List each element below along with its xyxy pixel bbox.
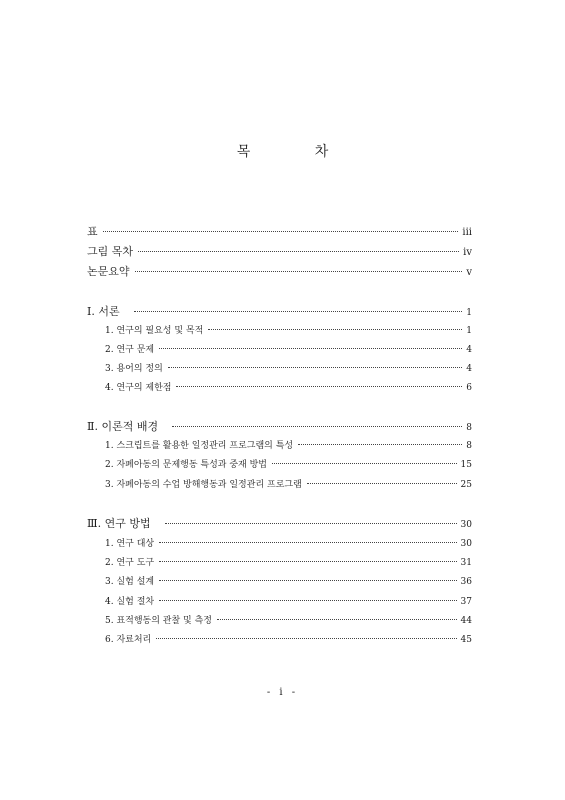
- toc-section-label: 2. 연구 문제: [105, 345, 155, 355]
- toc-leader-dots: [176, 386, 462, 387]
- toc-section-entry: [105, 557, 472, 569]
- toc-section-page: 25: [460, 480, 472, 490]
- toc-chapter-label: Ⅱ. 이론적 배경: [87, 420, 159, 433]
- toc-entry-page: iii: [462, 227, 472, 238]
- toc-section-label: 1. 연구의 필요성 및 목적: [105, 326, 204, 336]
- toc-section-page: 45: [460, 635, 472, 645]
- toc-section-page: 1: [466, 326, 472, 336]
- toc-leader-dots: [208, 329, 462, 330]
- toc-front-entry: [87, 265, 472, 280]
- toc-section-page: 44: [460, 616, 472, 626]
- toc-leader-dots: [103, 231, 459, 232]
- toc-chapter-page: 30: [460, 520, 472, 530]
- page-title: 목 차: [236, 144, 359, 160]
- page-number-footer: - i -: [266, 687, 299, 698]
- toc-section-label: 3. 용어의 정의: [105, 364, 163, 374]
- toc-leader-dots: [159, 542, 456, 543]
- toc-leader-dots: [135, 271, 463, 272]
- toc-leader-dots: [217, 619, 457, 620]
- toc-section-entry: [105, 325, 472, 337]
- toc-leader-dots: [272, 463, 457, 464]
- toc-section-label: 2. 연구 도구: [105, 558, 155, 568]
- toc-section-label: 3. 자폐아동의 수업 방해행동과 일정관리 프로그램: [105, 480, 302, 490]
- toc-section-label: 3. 실험 설계: [105, 577, 155, 587]
- toc-chapter-entry: [87, 305, 472, 320]
- toc-chapter-entry: [87, 420, 472, 435]
- toc-section-entry: [105, 479, 472, 491]
- toc-leader-dots: [159, 580, 456, 581]
- toc-section-entry: [105, 459, 472, 471]
- toc-leader-dots: [159, 561, 456, 562]
- toc-leader-dots: [138, 251, 459, 252]
- toc-section-entry: [105, 615, 472, 627]
- toc-section-page: 37: [460, 597, 472, 607]
- toc-leader-dots: [165, 523, 457, 524]
- toc-section-page: 4: [466, 364, 472, 374]
- toc-front-entry: [87, 245, 472, 260]
- toc-leader-dots: [159, 348, 462, 349]
- toc-section-label: 6. 자료처리: [105, 635, 152, 645]
- toc-chapter-entry: [87, 517, 472, 532]
- toc-section-label: 4. 연구의 제한점: [105, 383, 172, 393]
- toc-section-entry: [105, 634, 472, 646]
- toc-section-label: 1. 스크립트를 활용한 일정관리 프로그램의 특성: [105, 441, 294, 451]
- toc-section-label: 4. 실험 절차: [105, 597, 155, 607]
- toc-section-page: 6: [466, 383, 472, 393]
- toc-entry-label: 그림 목차: [87, 245, 134, 258]
- toc-section-page: 15: [460, 460, 472, 470]
- toc-entry-label: 표: [87, 225, 98, 238]
- toc-section-label: 5. 표적행동의 관찰 및 측정: [105, 616, 212, 626]
- toc-section-entry: [105, 344, 472, 356]
- toc-chapter-page: 8: [466, 423, 472, 433]
- toc-section-entry: [105, 440, 472, 452]
- toc-section-entry: [105, 382, 472, 394]
- toc-section-entry: [105, 363, 472, 375]
- toc-leader-dots: [172, 426, 462, 427]
- toc-leader-dots: [134, 311, 463, 312]
- toc-leader-dots: [298, 444, 462, 445]
- toc-section-page: 4: [466, 345, 472, 355]
- toc-section-label: 1. 연구 대상: [105, 539, 155, 549]
- toc-section-page: 31: [460, 558, 472, 568]
- toc-section-entry: [105, 538, 472, 550]
- toc-chapter-label: Ⅲ. 연구 방법: [87, 517, 151, 530]
- toc-entry-page: v: [466, 267, 472, 278]
- toc-chapter-label: Ⅰ. 서론: [87, 305, 120, 318]
- toc-section-label: 2. 자폐아동의 문제행동 특성과 중재 방법: [105, 460, 267, 470]
- toc-section-page: 36: [460, 577, 472, 587]
- toc-section-page: 30: [460, 539, 472, 549]
- toc-leader-dots: [159, 600, 456, 601]
- toc-entry-label: 논문요약: [87, 265, 130, 278]
- toc-leader-dots: [168, 367, 462, 368]
- toc-section-entry: [105, 576, 472, 588]
- toc-entry-page: iv: [463, 247, 472, 258]
- toc-section-entry: [105, 596, 472, 608]
- toc-leader-dots: [307, 483, 457, 484]
- toc-section-page: 8: [466, 441, 472, 451]
- toc-leader-dots: [156, 638, 456, 639]
- toc-front-entry: [87, 225, 472, 240]
- toc-chapter-page: 1: [466, 308, 472, 318]
